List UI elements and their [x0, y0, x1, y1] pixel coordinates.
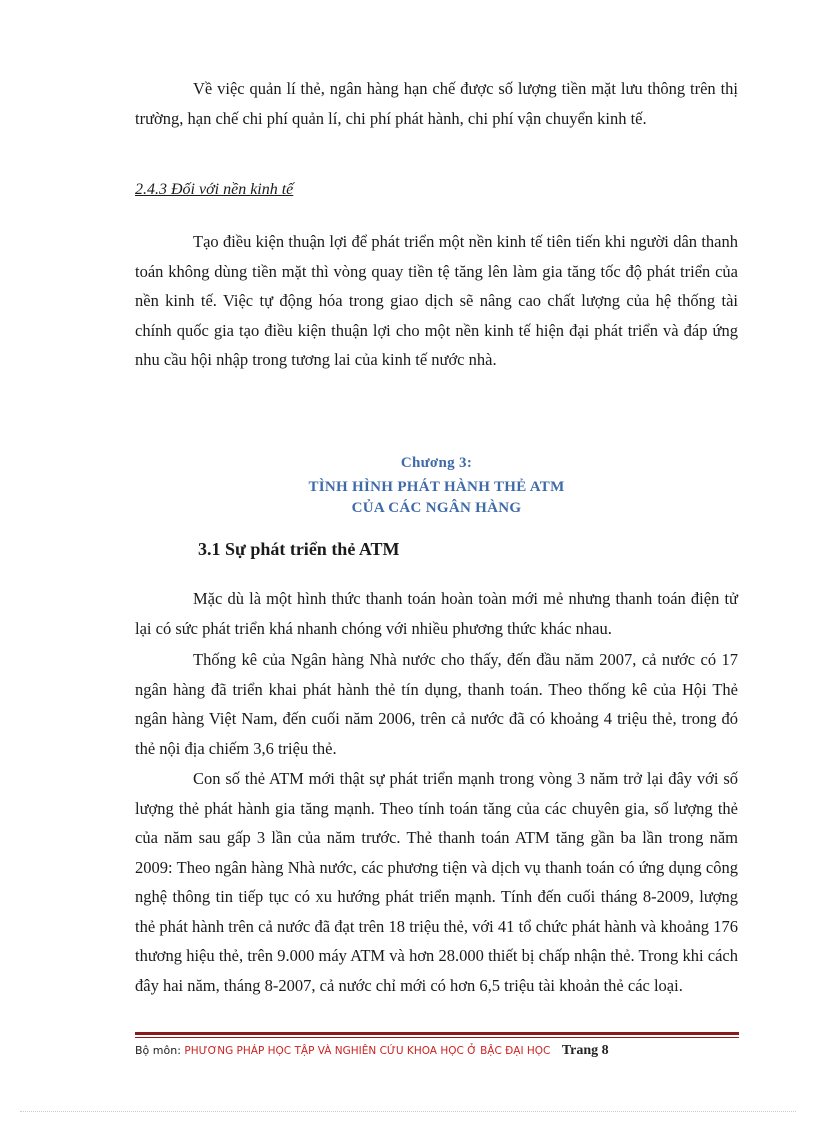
- chapter-title-line2: CỦA CÁC NGÂN HÀNG: [351, 500, 522, 516]
- chapter-title-line1: TÌNH HÌNH PHÁT HÀNH THẺ ATM: [308, 479, 565, 495]
- footer-rule-thin: [135, 1037, 739, 1038]
- section-heading: 3.1 Sự phát triển thẻ ATM: [198, 539, 400, 559]
- paragraph-statistics: Thống kê của Ngân hàng Nhà nước cho thấy, đến đầu năm 2007, cả nước có 17 ngân hàng đã triển khai phát hành thẻ tín dụng, thanh toán. Theo thống kê của Hội Thẻ ngân hàng Việt Nam, đến cuối năm 2006, trên cả nước đã có khoảng 4 triệu thẻ, trong đó thẻ nội địa chiếm 3,6 triệu thẻ.: [135, 650, 738, 758]
- paragraph-card-management: Về việc quản lí thẻ, ngân hàng hạn chế được số lượng tiền mặt lưu thông trên thị trường, hạn chế chi phí quản lí, chi phí phát hành, chi phí vận chuyển kinh tế.: [135, 79, 738, 128]
- subheading-economy: 2.4.3 Đối với nền kinh tế: [135, 181, 294, 198]
- footer-subject: PHƯƠNG PHÁP HỌC TẬP VÀ NGHIÊN CỨU KHOA HỌC Ở BẬC ĐẠI HỌC: [184, 1045, 551, 1057]
- chapter-number: Chương 3:: [400, 455, 473, 471]
- footer-label: Bộ môn:: [135, 1044, 181, 1057]
- page-bottom-dotted-line: [20, 1111, 796, 1112]
- footer-rule-thick: [135, 1032, 739, 1035]
- paragraph-intro: Mặc dù là một hình thức thanh toán hoàn toàn mới mẻ nhưng thanh toán điện tử lại có sức phát triển khá nhanh chóng với nhiều phương thức khác nhau.: [135, 589, 738, 638]
- footer: [135, 1043, 609, 1059]
- page-number: Trang 8: [561, 1043, 609, 1058]
- paragraph-economy: Tạo điều kiện thuận lợi để phát triển một nền kinh tế tiên tiến khi người dân thanh toán không dùng tiền mặt thì vòng quay tiền tệ tăng lên làm gia tăng tốc độ phát triển của nền kinh tế. Việc tự động hóa trong giao dịch sẽ nâng cao chất lượng của hệ thống tài chính quốc gia tạo điều kiện thuận lợi cho một nền kinh tế hiện đại phát triển và đáp ứng nhu cầu hội nhập trong tương lai của kinh tế nước nhà.: [135, 232, 738, 369]
- paragraph-atm-growth: Con số thẻ ATM mới thật sự phát triển mạnh trong vòng 3 năm trở lại đây với số lượng thẻ phát hành gia tăng mạnh. Theo tính toán tăng của các chuyên gia, số lượng thẻ của năm sau gấp 3 lần của năm trước. Thẻ thanh toán ATM tăng gần ba lần trong năm 2009: Theo ngân hàng Nhà nước, các phương tiện và dịch vụ thanh toán có ứng dụng công nghệ thông tin tiếp tục có xu hướng phát triển mạnh. Tính đến cuối tháng 8-2009, lượng thẻ phát hành trên cả nước đã đạt trên 18 triệu thẻ, với 41 tổ chức phát hành và khoảng 176 thương hiệu thẻ, trên 9.000 máy ATM và hơn 28.000 thiết bị chấp nhận thẻ. Trong khi cách đây hai năm, tháng 8-2007, cả nước chỉ mới có hơn 6,5 triệu tài khoản thẻ các loại.: [135, 769, 738, 995]
